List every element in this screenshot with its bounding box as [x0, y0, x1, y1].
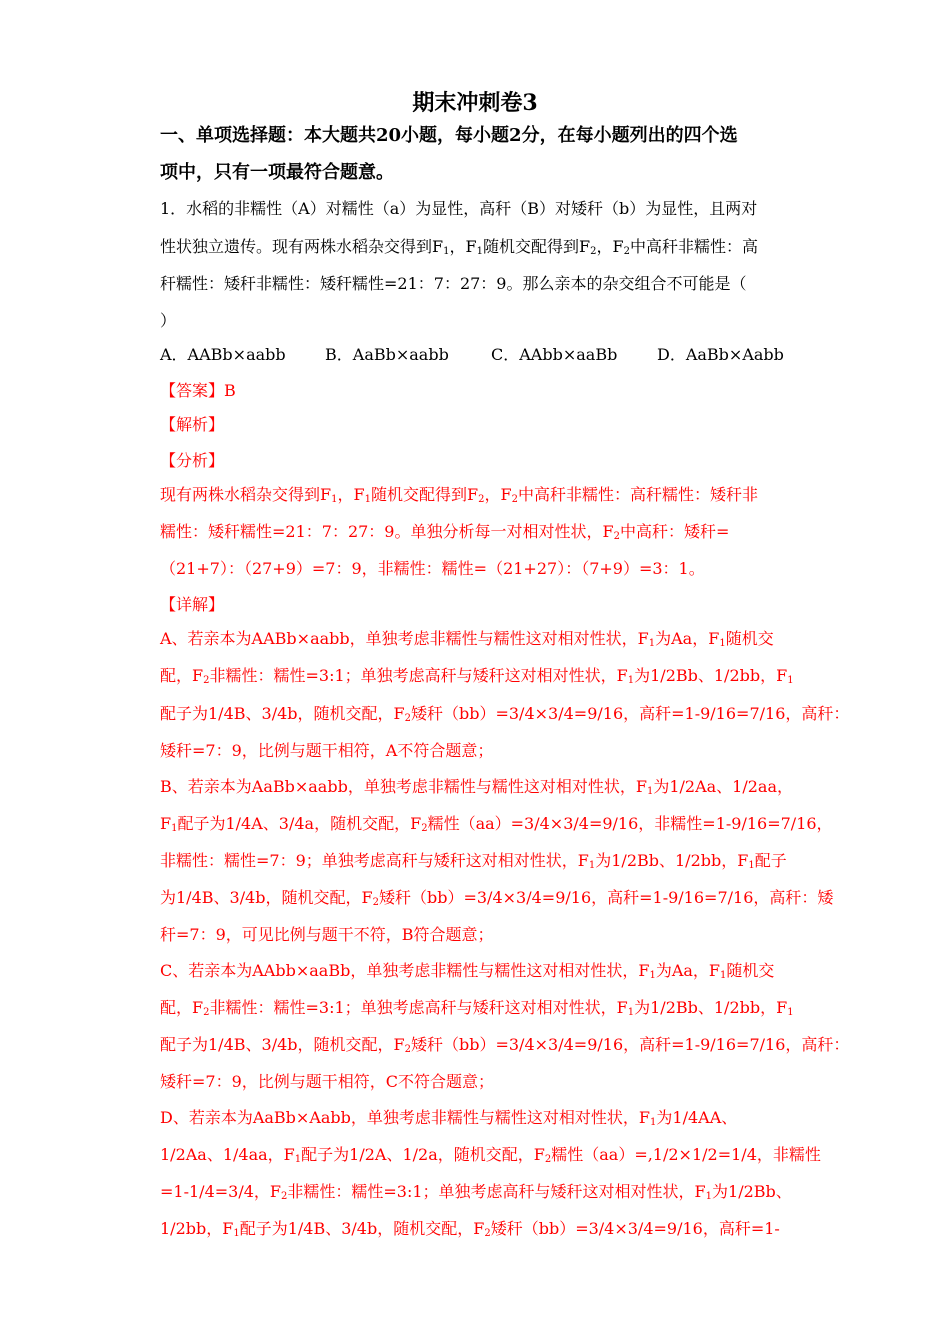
detail-a-line-1: A、若亲本为AABb×aabb，单独考虑非糯性与糯性这对相对性状，$F_1$为Aa，$F_1$随机交 — [160, 629, 774, 649]
detail-d-line-1: D、若亲本为AaBb×Aabb，单独考虑非糯性与糯性这对相对性状，$F_1$为1/4AA、 — [160, 1108, 738, 1128]
detail-c-line-2: 配，$F_2$非糯性：糯性=3:1；单独考虑高秆与矮秆这对相对性状，$F_1$为1/2Bb、1/2bb，$F_1$ — [160, 998, 794, 1018]
detail-b-line-1: B、若亲本为AaBb×aabb，单独考虑非糯性与糯性这对相对性状，$F_1$为1/2Aa、1/2aa， — [160, 777, 793, 797]
detail-b-line-5: 秆=7：9，可见比例与题干不符，B符合题意； — [160, 925, 494, 944]
option-b: B．AaBb×aabb — [325, 345, 449, 364]
detail-b-line-2: $F_1$配子为1/4A、3/4a，随机交配，$F_2$糯性（aa）=3/4×3/4=9/16，非糯性=1-9/16=7/16， — [160, 814, 833, 834]
option-a: A．AABb×aabb — [160, 345, 286, 364]
detail-d-line-3: =1-1/4=3/4，$F_2$非糯性：糯性=3:1；单独考虑高秆与矮秆这对相对性状，$F_1$为1/2Bb、 — [160, 1182, 792, 1202]
section-heading-line-1: 一、单项选择题：本大题共20小题，每小题2分，在每小题列出的四个选 — [160, 125, 738, 146]
detail-b-line-3: 非糯性：糯性=7：9；单独考虑高秆与矮秆这对相对性状，$F_1$为1/2Bb、1/2bb，$F_1$配子 — [160, 851, 787, 871]
detail-a-line-2: 配，$F_2$非糯性：糯性=3:1；单独考虑高秆与矮秆这对相对性状，$F_1$为1/2Bb、1/2bb，$F_1$ — [160, 666, 794, 686]
question-line-4: ） — [160, 311, 177, 330]
question-line-1: 1．水稻的非糯性（A）对糯性（a）为显性，高秆（B）对矮秆（b）为显性，且两对 — [160, 199, 758, 218]
question-line-3: 秆糯性：矮秆非糯性：矮秆糯性=21：7：27：9。那么亲本的杂交组合不可能是（ — [160, 274, 747, 293]
detail-c-line-3: 配子为1/4B、3/4b，随机交配，$F_2$矮秆（bb）=3/4×3/4=9/16，高秆=1-9/16=7/16，高秆： — [160, 1035, 850, 1055]
fenxi-line-2: 糯性：矮秆糯性=21：7：27：9。单独分析每一对相对性状，$F_2$中高秆：矮秆= — [160, 522, 730, 542]
section-heading-line-2: 项中，只有一项最符合题意。 — [160, 162, 394, 183]
detail-b-line-4: 为1/4B、3/4b，随机交配，$F_2$矮秆（bb）=3/4×3/4=9/16，高秆=1-9/16=7/16，高秆：矮 — [160, 888, 834, 908]
fenxi-line-1: 现有两株水稻杂交得到$F_1$，$F_1$随机交配得到$F_2$，$F_2$中高秆非糯性：高秆糯性：矮秆非 — [160, 485, 758, 505]
detail-a-line-3: 配子为1/4B、3/4b，随机交配，$F_2$矮秆（bb）=3/4×3/4=9/16，高秆=1-9/16=7/16，高秆： — [160, 704, 850, 724]
option-d: D．AaBb×Aabb — [657, 345, 784, 364]
page-title: 期末冲刺卷3 — [412, 90, 538, 116]
fenxi-line-3: （21+7）：（27+9）=7：9，非糯性：糯性=（21+27）：（7+9）=3：1。 — [160, 559, 705, 578]
detail-d-line-4: 1/2bb，$F_1$配子为1/4B、3/4b，随机交配，$F_2$矮秆（bb）=3/4×3/4=9/16，高秆=1- — [160, 1219, 780, 1239]
detail-a-line-4: 矮秆=7：9，比例与题干相符，A不符合题意； — [160, 741, 494, 760]
detail-label: 【详解】 — [160, 595, 225, 614]
answer-line — [160, 380, 236, 402]
answer-value: B — [224, 381, 236, 400]
answer-label: 【答案】 — [160, 381, 225, 400]
question-line-2: 性状独立遗传。现有两株水稻杂交得到$F_1$，$F_1$随机交配得到$F_2$，$F_2$中高秆非糯性：高 — [160, 237, 758, 257]
option-c: C．AAbb×aaBb — [491, 345, 618, 364]
fenxi-label: 【分析】 — [160, 451, 225, 470]
detail-d-line-2: 1/2Aa、1/4aa，$F_1$配子为1/2A、1/2a，随机交配，$F_2$糯性（aa）=,1/2×1/2=1/4，非糯性 — [160, 1145, 821, 1165]
detail-c-line-1: C、若亲本为AAbb×aaBb，单独考虑非糯性与糯性这对相对性状，$F_1$为Aa，$F_1$随机交 — [160, 961, 775, 981]
detail-c-line-4: 矮秆=7：9，比例与题干相符，C不符合题意； — [160, 1072, 495, 1091]
analysis-label: 【解析】 — [160, 415, 225, 434]
